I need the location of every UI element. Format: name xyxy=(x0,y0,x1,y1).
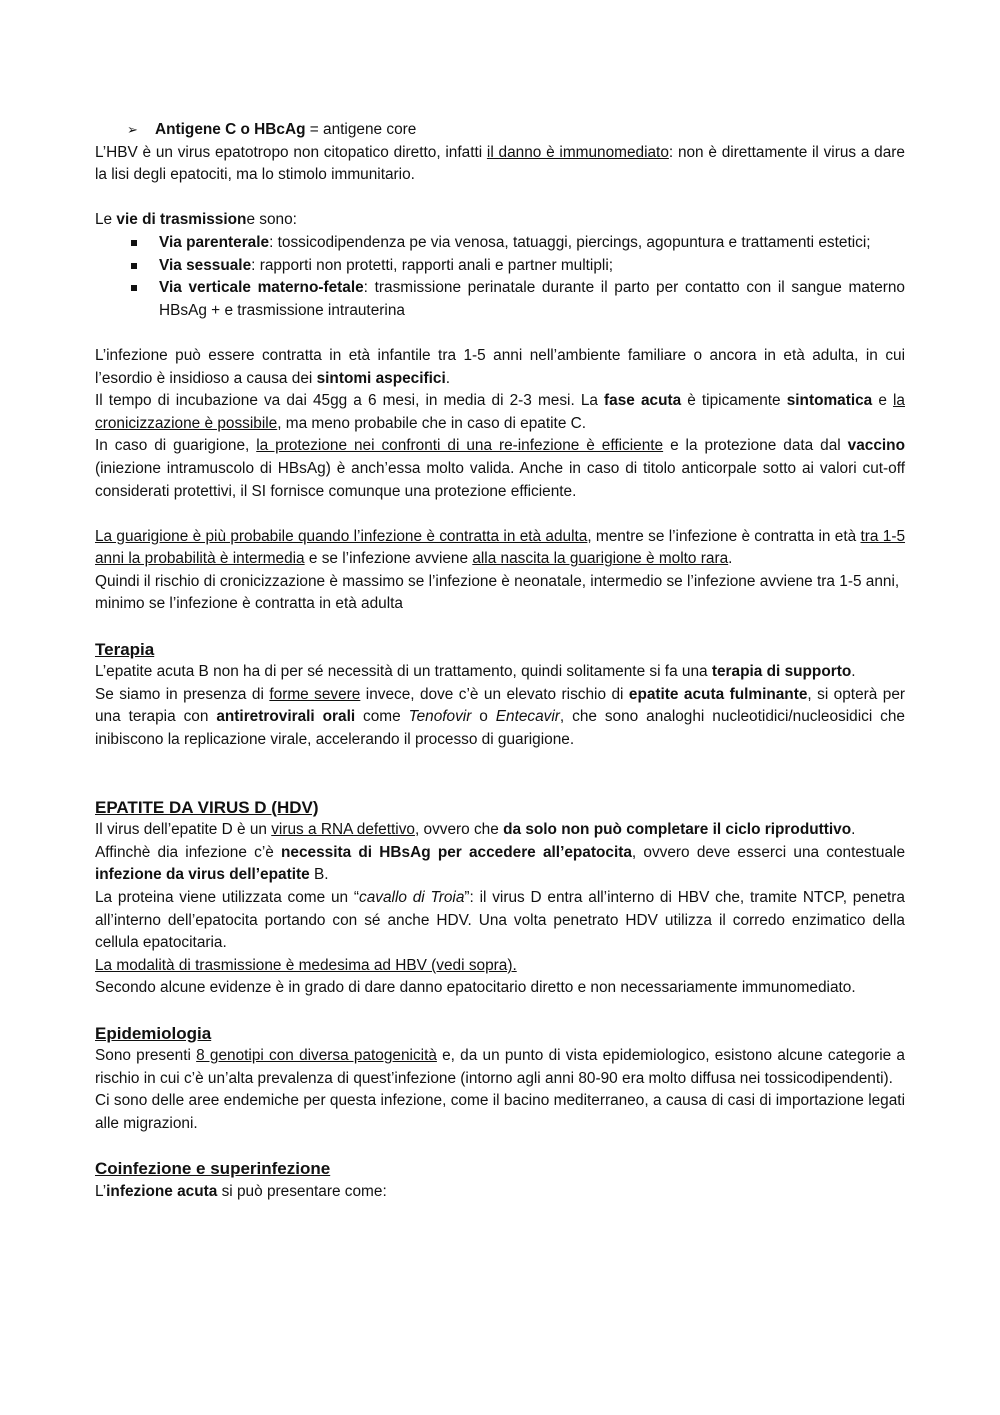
paragraph-hdv-3 xyxy=(95,887,905,955)
section-heading-epidemiology: Epidemiologia xyxy=(95,1023,212,1043)
bold-text: da solo non può completare il ciclo riproduttivo xyxy=(503,821,852,839)
text: La proteina viene utilizzata come un “ xyxy=(95,889,360,906)
text: L’HBV è un virus epatotropo non citopatico diretto, infatti xyxy=(95,143,487,161)
text: : non è direttamente il virus a dare la lisi degli epatociti, ma lo stimolo immunitario. xyxy=(95,143,905,184)
bold-text: vaccino xyxy=(847,437,905,455)
square-bullet-icon xyxy=(131,240,137,246)
underlined-text: la protezione nei confronti di una re-infezione è efficiente xyxy=(256,437,664,455)
italic-text: Tenofovir xyxy=(408,708,472,726)
paragraph-infection-3 xyxy=(95,435,905,503)
bold-text: sintomatica xyxy=(786,392,873,410)
text: e xyxy=(872,392,893,410)
paragraph-intro xyxy=(95,142,905,187)
bold-text: necessita di HBsAg per accedere all’epatocita xyxy=(281,843,632,861)
text: Se siamo in presenza di xyxy=(95,685,270,703)
square-bullet-icon xyxy=(131,263,137,269)
text: Il virus dell’epatite D è un xyxy=(95,821,272,839)
text: , ma meno probabile che in caso di epatite C. xyxy=(277,414,587,432)
text: , ovvero che xyxy=(414,821,504,839)
item-text: = antigene core xyxy=(305,121,417,138)
paragraph-hdv-4 xyxy=(95,955,905,978)
text: , mentre se l’infezione è contratta in età xyxy=(587,527,861,545)
bold-text: vie di trasmission xyxy=(116,211,247,229)
item-term: Antigene C o HBcAg xyxy=(155,121,306,138)
text: . xyxy=(851,821,856,839)
spacer xyxy=(95,752,905,797)
section-heading-coinfection: Coinfezione e superinfezione xyxy=(95,1159,331,1179)
antigen-list xyxy=(95,119,905,142)
text: Affinchè dia infezione c’è xyxy=(95,843,282,861)
bold-text: epatite acuta fulminante xyxy=(628,685,808,703)
paragraph-healing-risk xyxy=(95,571,905,616)
text: e sono: xyxy=(246,211,297,229)
underlined-text: la cronicizzazione è possibile xyxy=(95,392,905,432)
underlined-text: virus a RNA defettivo xyxy=(271,821,415,839)
text: Secondo alcune evidenze è in grado di dare danno epatocitario diretto e non necessariamente immunomediato. xyxy=(95,979,856,997)
item-term: Via sessuale xyxy=(159,256,252,274)
text: . xyxy=(445,369,451,387)
section-heading-therapy: Terapia xyxy=(95,639,155,659)
spacer xyxy=(95,503,905,526)
paragraph-hdv-1 xyxy=(95,819,905,842)
underlined-text: alla nascita la guarigione è molto rara xyxy=(472,550,729,568)
paragraph-therapy-1 xyxy=(95,661,905,684)
text: Il tempo di incubazione va dai 45gg a 6 mesi, in media di 2-3 mesi. La xyxy=(95,392,605,410)
item-text: : trasmissione perinatale durante il parto per contatto con il sangue materno HBsAg + e trasmissione intrauterina xyxy=(159,279,905,319)
text: B. xyxy=(309,866,329,884)
text: e la protezione data dal xyxy=(663,437,848,455)
text: Le xyxy=(95,211,117,229)
document-page xyxy=(95,119,905,1203)
item-term: Via verticale materno-fetale xyxy=(159,279,364,297)
spacer xyxy=(95,187,905,210)
paragraph-epidemiology-2 xyxy=(95,1090,905,1135)
text: (iniezione intramuscolo di HBsAg) è anch’essa molto valida. Anche in caso di titolo anticorpale sotto ai valori cut-off considerati protettivi, il SI fornisce comunque una protezione efficiente. xyxy=(95,459,905,500)
underlined-text: il danno è immunomediato xyxy=(486,143,669,161)
text: si può presentare come: xyxy=(217,1182,387,1200)
bold-text: sintomi aspecifici xyxy=(316,369,446,387)
paragraph-hdv-2 xyxy=(95,842,905,887)
item-text: : rapporti non protetti, rapporti anali e partner multipli; xyxy=(251,256,614,274)
list-item xyxy=(129,277,905,322)
paragraph-epidemiology-1 xyxy=(95,1045,905,1090)
underlined-text: La guarigione è più probabile quando l’infezione è contratta in età adulta xyxy=(95,527,588,545)
text: è tipicamente xyxy=(681,392,787,410)
spacer xyxy=(95,1136,905,1159)
section-heading-hdv: EPATITE DA VIRUS D (HDV) xyxy=(95,797,319,817)
bold-text: terapia di supporto xyxy=(711,663,852,681)
text: ”: il virus D entra all’interno di HBV che, tramite NTCP, penetra all’interno dell’epatocita portando con sé anche HDV. Una volta penetrato HDV utilizza il corredo enzimatico della cellula epatocitaria. xyxy=(95,889,905,952)
list-item xyxy=(127,119,905,142)
underlined-text: tra 1-5 anni la probabilità è intermedia xyxy=(95,527,906,568)
text: e se l’infezione avviene xyxy=(304,550,473,568)
text: invece, dove c’è un elevato rischio di xyxy=(360,685,629,703)
underlined-text: forme severe xyxy=(269,685,361,703)
bold-text: infezione da virus dell’epatite xyxy=(95,866,310,884)
text: L’ xyxy=(95,1182,107,1200)
italic-text: cavallo di Troia xyxy=(359,889,465,906)
italic-text: Entecavir xyxy=(495,708,560,726)
text: . xyxy=(728,550,733,568)
text: e, da un punto di vista epidemiologico, esistono alcune categorie a rischio in cui c’è un’alta prevalenza di quest’infezione (intorno agli anni 80-90 era molto diffusa nei tossicodipendenti). xyxy=(95,1047,905,1087)
underlined-text: 8 genotipi con diversa patogenicità xyxy=(196,1047,437,1065)
text: o xyxy=(471,708,496,726)
list-item xyxy=(129,232,905,255)
text: Sono presenti xyxy=(95,1047,197,1065)
text: come xyxy=(355,708,409,726)
item-text: : tossicodipendenza pe via venosa, tatuaggi, piercings, agopuntura e trattamenti estetici; xyxy=(269,233,871,251)
paragraph-transmission-lead xyxy=(95,209,905,232)
spacer xyxy=(95,616,905,639)
arrow-bullet-icon: ➢ xyxy=(127,122,138,137)
text: . xyxy=(851,663,856,681)
text: , che sono analoghi nucleotidici/nucleosidici che inibiscono la replicazione virale, accelerando il processo di guarigione. xyxy=(95,708,905,749)
paragraph-coinfection xyxy=(95,1181,905,1204)
text: , si opterà per una terapia con xyxy=(95,685,906,726)
paragraph-infection-2 xyxy=(95,390,905,435)
spacer xyxy=(95,322,905,345)
paragraph-healing xyxy=(95,526,905,571)
text: In caso di guarigione, xyxy=(95,437,257,455)
transmission-list xyxy=(95,232,905,322)
spacer xyxy=(95,1000,905,1023)
paragraph-therapy-2 xyxy=(95,684,905,752)
bold-text: antiretrovirali orali xyxy=(216,708,356,726)
square-bullet-icon xyxy=(131,285,137,291)
bold-text: infezione acuta xyxy=(106,1182,218,1200)
paragraph-infection-1 xyxy=(95,345,905,390)
list-item xyxy=(129,255,905,278)
text: Ci sono delle aree endemiche per questa infezione, come il bacino mediterraneo, a causa di casi di importazione legati alle migrazioni. xyxy=(95,1092,905,1132)
text: Quindi il rischio di cronicizzazione è massimo se l’infezione è neonatale, intermedio se l’infezione avviene tra 1-5 anni, minimo se l’infezione è contratta in età adulta xyxy=(95,572,900,613)
text: L’epatite acuta B non ha di per sé necessità di un trattamento, quindi solitamente si fa una xyxy=(95,663,712,681)
item-term: Via parenterale xyxy=(159,233,270,251)
text: L’infezione può essere contratta in età infantile tra 1-5 anni nell’ambiente familiare o ancora in età adulta, in cui l’esordio è insidioso a causa dei xyxy=(95,346,905,387)
paragraph-hdv-5 xyxy=(95,977,905,1000)
text: , ovvero deve esserci una contestuale xyxy=(631,843,905,861)
underlined-text: La modalità di trasmissione è medesima ad HBV (vedi sopra). xyxy=(95,956,517,974)
bold-text: fase acuta xyxy=(604,392,682,410)
